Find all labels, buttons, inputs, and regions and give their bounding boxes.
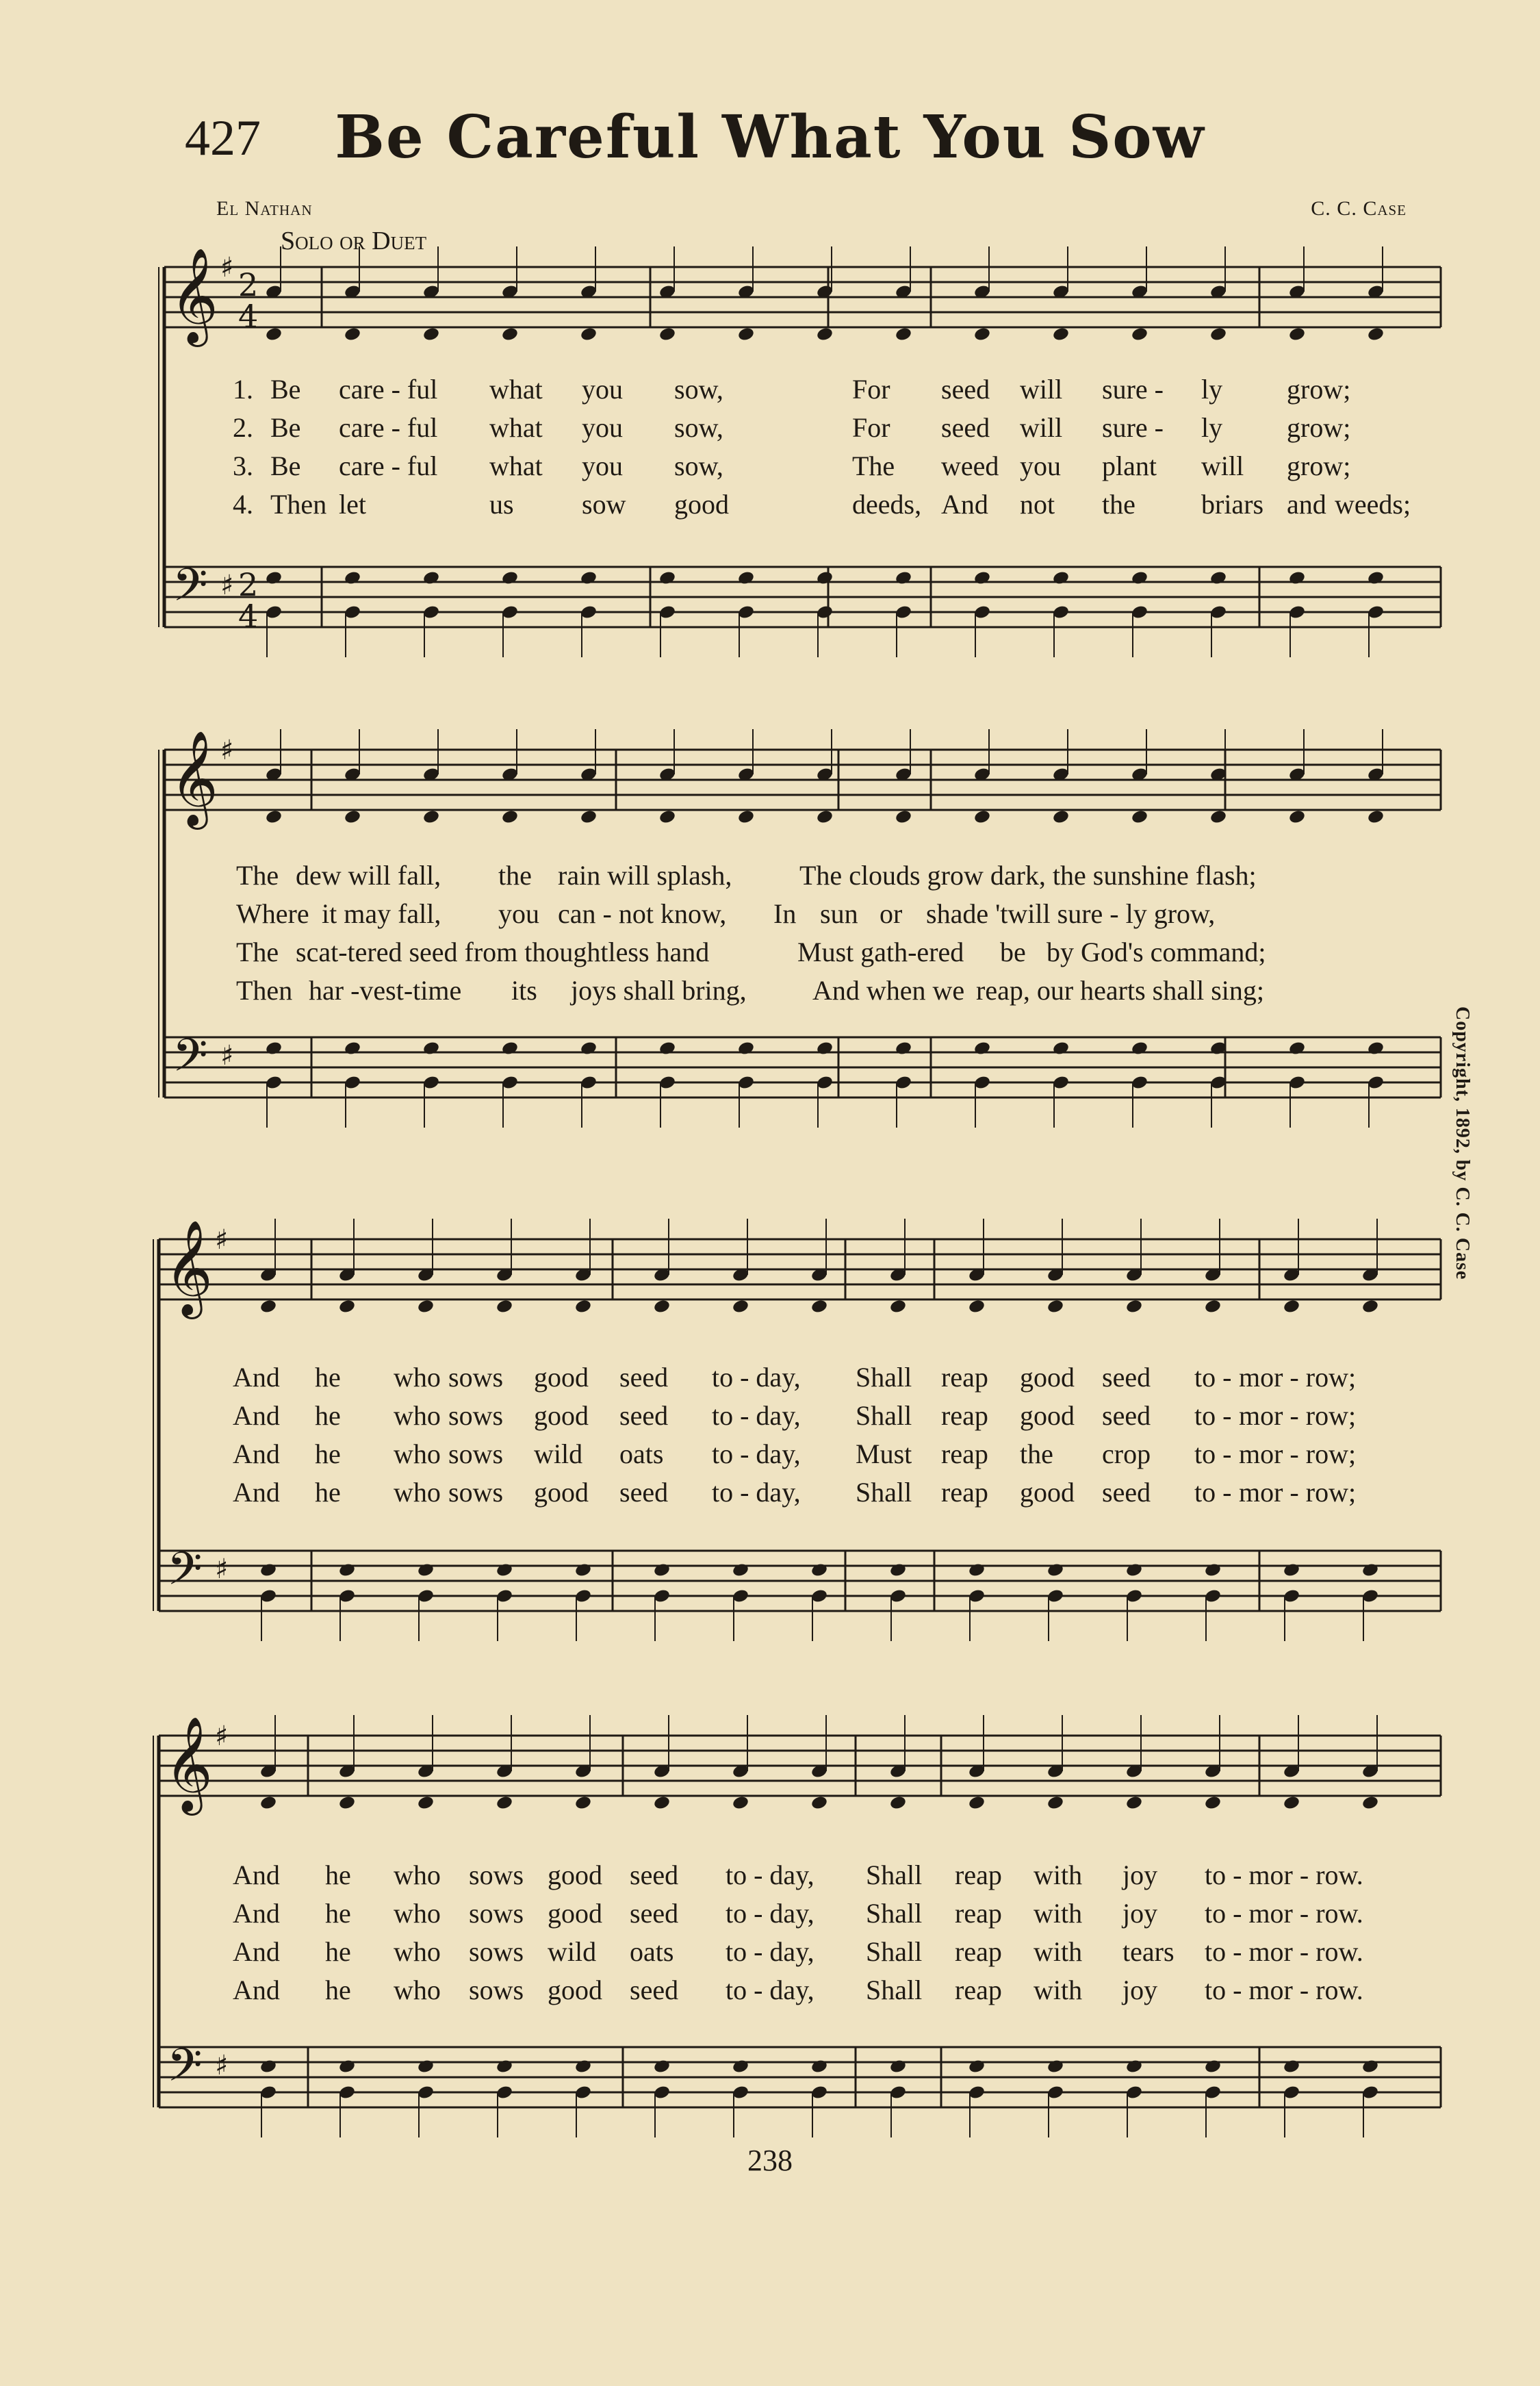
tenor-note — [732, 2059, 749, 2074]
alto-note — [1204, 1795, 1222, 1811]
lyric-syllable: to - day, — [712, 1438, 801, 1469]
lyric-syllable: And — [233, 1898, 280, 1929]
lyric-syllable: sure - — [1102, 374, 1164, 405]
lyric-syllable: mor - row; — [1239, 1438, 1357, 1469]
lyric-syllable: And when we — [812, 975, 965, 1006]
lyric-syllable: to - day, — [726, 1898, 814, 1929]
lyric-syllable: he — [325, 1898, 351, 1929]
lyric-syllable: And — [233, 1400, 280, 1431]
lyric-syllable: And — [233, 1936, 280, 1967]
lyric-syllable: sow — [582, 489, 626, 520]
lyric-syllable: let — [339, 489, 366, 520]
lyric-syllable: ly — [1201, 374, 1223, 405]
lyric-syllable: weed — [941, 450, 999, 481]
lyric-syllable: Be — [270, 450, 301, 481]
lyric-syllable: who — [394, 1936, 441, 1967]
key-signature-sharp: ♯ — [215, 2050, 229, 2081]
lyric-syllable: The clouds grow dark, the sunshine flash; — [799, 860, 1257, 891]
lyric-syllable: mor - row; — [1239, 1477, 1357, 1508]
tenor-note — [338, 2059, 356, 2074]
lyric-syllable: good — [534, 1362, 589, 1393]
lyric-syllable: will — [1201, 450, 1244, 481]
lyric-syllable: seed — [619, 1400, 669, 1431]
lyric-syllable: to - day, — [712, 1400, 801, 1431]
lyric-syllable: oats — [630, 1936, 674, 1967]
lyric-syllable: who — [394, 1975, 441, 2005]
lyric-syllable: Then — [270, 489, 327, 520]
lyric-syllable: reap — [955, 1936, 1002, 1967]
lyric-syllable: 1. — [233, 374, 253, 405]
alto-note — [338, 1795, 356, 1811]
lyric-syllable: he — [315, 1438, 341, 1469]
lyric-syllable: he — [325, 1860, 351, 1890]
tenor-note — [574, 2059, 592, 2074]
lyric-syllable: with — [1034, 1936, 1083, 1967]
lyric-syllable: you — [582, 374, 623, 405]
lyric-syllable: good — [548, 1860, 602, 1890]
tenor-note — [968, 2059, 986, 2074]
lyric-syllable: 4. — [233, 489, 253, 520]
time-signature-top: 2 — [238, 566, 259, 603]
lyric-syllable: with — [1034, 1860, 1083, 1890]
lyric-syllable: shade 'twill sure - ly grow, — [926, 898, 1216, 929]
lyric-syllable: seed — [1102, 1477, 1151, 1508]
lyric-syllable: he — [325, 1975, 351, 2005]
time-signature-bottom: 4 — [238, 298, 259, 335]
lyric-syllable: Be — [270, 374, 301, 405]
lyric-syllable: joys shall bring, — [571, 975, 747, 1006]
lyric-syllable: scat-tered seed from thoughtless hand — [296, 937, 710, 967]
lyric-syllable: the — [1102, 489, 1135, 520]
lyric-syllable: he — [315, 1362, 341, 1393]
lyric-syllable: to - mor - row. — [1205, 1898, 1363, 1929]
lyricist-credit: El Nathan — [216, 197, 313, 220]
lyric-syllable: The — [236, 860, 279, 891]
bass-clef: 𝄢 — [172, 1029, 208, 1093]
lyric-syllable: care - ful — [339, 412, 438, 443]
lyric-syllable: who — [394, 1898, 441, 1929]
lyric-syllable: rain will splash, — [558, 860, 732, 891]
lyric-syllable: reap — [941, 1362, 988, 1393]
lyric-syllable: wild — [534, 1438, 583, 1469]
lyric-syllable: us — [489, 489, 514, 520]
bass-staff — [159, 2047, 1441, 2107]
lyric-syllable: tears — [1122, 1936, 1175, 1967]
lyric-syllable: In — [773, 898, 797, 929]
key-signature-sharp: ♯ — [215, 1553, 229, 1585]
tenor-note — [259, 2059, 277, 2074]
key-signature-sharp: ♯ — [220, 570, 234, 601]
lyric-syllable: sow, — [674, 412, 723, 443]
lyric-syllable: care - ful — [339, 374, 438, 405]
treble-clef: 𝄞 — [164, 1220, 213, 1315]
alto-note — [1047, 1795, 1064, 1811]
lyric-syllable: good — [534, 1400, 589, 1431]
hymn-title: Be Careful What You Sow — [335, 103, 1205, 172]
treble-clef: 𝄞 — [170, 248, 218, 343]
tenor-note — [1204, 2059, 1222, 2074]
lyric-syllable: Shall — [866, 1936, 923, 1967]
lyric-syllable: its — [511, 975, 537, 1006]
lyric-syllable: reap — [941, 1438, 988, 1469]
tenor-note — [496, 2059, 513, 2074]
lyric-syllable: 2. — [233, 412, 253, 443]
bass-clef: 𝄢 — [172, 559, 208, 622]
lyric-syllable: Shall — [866, 1860, 923, 1890]
lyric-syllable: grow; — [1287, 374, 1351, 405]
lyric-syllable: will — [1020, 412, 1063, 443]
alto-note — [1283, 1795, 1300, 1811]
lyric-syllable: sows — [469, 1860, 524, 1890]
lyric-syllable: reap — [955, 1975, 1002, 2005]
lyric-syllable: For — [852, 374, 890, 405]
lyric-syllable: to - mor - row. — [1205, 1936, 1363, 1967]
lyric-syllable: to - — [1194, 1400, 1232, 1431]
lyric-syllable: plant — [1102, 450, 1157, 481]
time-signature-bottom: 4 — [238, 598, 259, 635]
lyric-syllable: by God's command; — [1047, 937, 1266, 967]
page-number: 238 — [747, 2144, 793, 2177]
lyric-syllable: what — [489, 412, 543, 443]
lyric-syllable: to - mor - row. — [1205, 1975, 1363, 2005]
lyric-syllable: seed — [941, 412, 990, 443]
lyric-syllable: And — [233, 1477, 280, 1508]
lyric-syllable: mor - row; — [1239, 1400, 1357, 1431]
key-signature-sharp: ♯ — [220, 252, 234, 283]
lyric-syllable: Be — [270, 412, 301, 443]
lyric-syllable: har -vest-time — [309, 975, 462, 1006]
lyric-syllable: you — [582, 450, 623, 481]
lyric-syllable: reap — [955, 1860, 1002, 1890]
lyric-syllable: good — [1020, 1400, 1075, 1431]
time-signature-top: 2 — [238, 266, 259, 303]
lyric-syllable: seed — [630, 1975, 679, 2005]
lyric-syllable: Shall — [866, 1898, 923, 1929]
lyric-syllable: will — [1020, 374, 1063, 405]
lyric-syllable: he — [315, 1477, 341, 1508]
lyric-syllable: sure - — [1102, 412, 1164, 443]
lyric-syllable: wild — [548, 1936, 597, 1967]
lyric-syllable: who — [394, 1362, 441, 1393]
lyric-syllable: Where — [236, 898, 309, 929]
lyric-syllable: who — [394, 1477, 441, 1508]
lyric-syllable: seed — [630, 1860, 679, 1890]
lyric-line-verse-4 — [0, 1974, 1540, 2012]
lyric-line-verse-3 — [0, 1936, 1540, 1974]
lyric-syllable: And — [233, 1975, 280, 2005]
lyric-syllable: good — [1020, 1477, 1075, 1508]
lyric-syllable: sows — [448, 1400, 504, 1431]
lyric-syllable: to - — [1194, 1477, 1232, 1508]
key-signature-sharp: ♯ — [220, 1040, 234, 1071]
alto-note — [496, 1795, 513, 1811]
lyric-syllable: Shall — [866, 1975, 923, 2005]
lyric-syllable: sun — [820, 898, 858, 929]
tenor-note — [1361, 2059, 1379, 2074]
lyric-syllable: Shall — [856, 1400, 912, 1431]
lyric-syllable: good — [548, 1898, 602, 1929]
bass-clef: 𝄢 — [167, 1543, 203, 1606]
lyric-syllable: or — [880, 898, 903, 929]
lyric-syllable: it may fall, — [322, 898, 441, 929]
lyric-syllable: reap — [955, 1898, 1002, 1929]
lyric-syllable: 3. — [233, 450, 253, 481]
key-signature-sharp: ♯ — [220, 735, 234, 766]
lyric-syllable: And — [233, 1438, 280, 1469]
lyric-syllable: sows — [469, 1936, 524, 1967]
lyric-syllable: For — [852, 412, 890, 443]
lyric-syllable: mor - row; — [1239, 1362, 1357, 1393]
lyric-syllable: sows — [469, 1975, 524, 2005]
lyric-syllable: sows — [448, 1438, 504, 1469]
lyric-syllable: to - mor - row. — [1205, 1860, 1363, 1890]
lyric-syllable: The — [852, 450, 895, 481]
lyric-syllable: briars — [1201, 489, 1264, 520]
lyric-syllable: who — [394, 1438, 441, 1469]
lyric-syllable: what — [489, 450, 543, 481]
lyric-syllable: dew will fall, — [296, 860, 441, 891]
lyric-syllable: seed — [941, 374, 990, 405]
lyric-syllable: you — [498, 898, 539, 929]
lyric-syllable: with — [1034, 1898, 1083, 1929]
lyric-syllable: good — [534, 1477, 589, 1508]
lyric-syllable: grow; — [1287, 450, 1351, 481]
lyric-syllable: Then — [236, 975, 293, 1006]
lyric-line-verse-2 — [0, 1897, 1540, 1936]
lyric-syllable: seed — [619, 1362, 669, 1393]
lyric-syllable: good — [548, 1975, 602, 2005]
alto-note — [810, 1795, 828, 1811]
lyric-syllable: sow, — [674, 450, 723, 481]
lyric-syllable: who — [394, 1400, 441, 1431]
treble-clef: 𝄞 — [170, 731, 218, 826]
tenor-note — [889, 2059, 907, 2074]
lyric-syllable: seed — [619, 1477, 669, 1508]
lyric-syllable: And — [233, 1362, 280, 1393]
lyric-line-verse-1 — [0, 1859, 1540, 1897]
treble-staff — [159, 1736, 1441, 1796]
composer-credit: C. C. Case — [1311, 197, 1407, 220]
lyric-syllable: deeds, — [852, 489, 922, 520]
lyric-syllable: The — [236, 937, 279, 967]
lyric-syllable: to - day, — [712, 1362, 801, 1393]
lyric-syllable: Must gath-ered — [797, 937, 964, 967]
copyright-notice: Copyright, 1892, by C. C. Case — [1452, 1006, 1473, 1280]
lyric-syllable: And — [941, 489, 988, 520]
tenor-note — [1047, 2059, 1064, 2074]
lyric-syllable: to - day, — [726, 1860, 814, 1890]
lyric-syllable: seed — [630, 1898, 679, 1929]
lyric-syllable: he — [325, 1936, 351, 1967]
lyric-syllable: to - — [1194, 1362, 1232, 1393]
lyric-syllable: weeds; — [1335, 489, 1411, 520]
lyric-syllable: good — [674, 489, 729, 520]
lyric-syllable: the — [1020, 1438, 1053, 1469]
treble-clef: 𝄞 — [164, 1716, 213, 1812]
lyric-syllable: Shall — [856, 1477, 912, 1508]
lyric-syllable: good — [1020, 1362, 1075, 1393]
lyric-syllable: Shall — [856, 1362, 912, 1393]
lyric-syllable: joy — [1122, 1975, 1158, 2005]
lyric-syllable: you — [1020, 450, 1061, 481]
key-signature-sharp: ♯ — [215, 1721, 229, 1752]
lyric-syllable: reap, our hearts shall sing; — [976, 975, 1264, 1006]
hymn-number: 427 — [185, 110, 261, 166]
tenor-note — [1283, 2059, 1300, 2074]
lyric-syllable: can - not know, — [558, 898, 727, 929]
tenor-note — [417, 2059, 435, 2074]
performance-marking: Solo or Duet — [281, 227, 427, 255]
key-signature-sharp: ♯ — [215, 1224, 229, 1256]
alto-note — [259, 1795, 277, 1811]
lyric-syllable: ly — [1201, 412, 1223, 443]
tenor-note — [653, 2059, 671, 2074]
lyric-syllable: not — [1020, 489, 1055, 520]
lyric-syllable: the — [498, 860, 532, 891]
alto-note — [653, 1795, 671, 1811]
lyric-syllable: joy — [1122, 1898, 1158, 1929]
lyric-syllable: to - day, — [726, 1975, 814, 2005]
lyric-syllable: sow, — [674, 374, 723, 405]
lyric-syllable: be — [1000, 937, 1026, 967]
lyric-syllable: to - — [1194, 1438, 1232, 1469]
alto-note — [417, 1795, 435, 1811]
alto-note — [889, 1795, 907, 1811]
lyric-syllable: seed — [1102, 1362, 1151, 1393]
lyric-syllable: sows — [469, 1898, 524, 1929]
lyric-syllable: And — [233, 1860, 280, 1890]
lyric-syllable: reap — [941, 1400, 988, 1431]
lyric-syllable: to - day, — [712, 1477, 801, 1508]
bass-clef: 𝄢 — [167, 2039, 203, 2103]
lyric-syllable: care - ful — [339, 450, 438, 481]
lyric-syllable: reap — [941, 1477, 988, 1508]
lyric-syllable: crop — [1102, 1438, 1151, 1469]
lyric-syllable: sows — [448, 1362, 504, 1393]
lyric-syllable: with — [1034, 1975, 1083, 2005]
lyric-syllable: joy — [1122, 1860, 1158, 1890]
tenor-note — [810, 2059, 828, 2074]
lyric-syllable: oats — [619, 1438, 664, 1469]
alto-note — [574, 1795, 592, 1811]
lyric-syllable: grow; — [1287, 412, 1351, 443]
lyric-syllable: to - day, — [726, 1936, 814, 1967]
alto-note — [1125, 1795, 1143, 1811]
tenor-note — [1125, 2059, 1143, 2074]
lyric-syllable: and — [1287, 489, 1326, 520]
lyric-syllable: seed — [1102, 1400, 1151, 1431]
alto-note — [732, 1795, 749, 1811]
lyric-syllable: what — [489, 374, 543, 405]
alto-note — [968, 1795, 986, 1811]
lyric-syllable: sows — [448, 1477, 504, 1508]
lyric-syllable: you — [582, 412, 623, 443]
lyric-syllable: Must — [856, 1438, 912, 1469]
lyric-syllable: who — [394, 1860, 441, 1890]
lyric-syllable: he — [315, 1400, 341, 1431]
alto-note — [1361, 1795, 1379, 1811]
